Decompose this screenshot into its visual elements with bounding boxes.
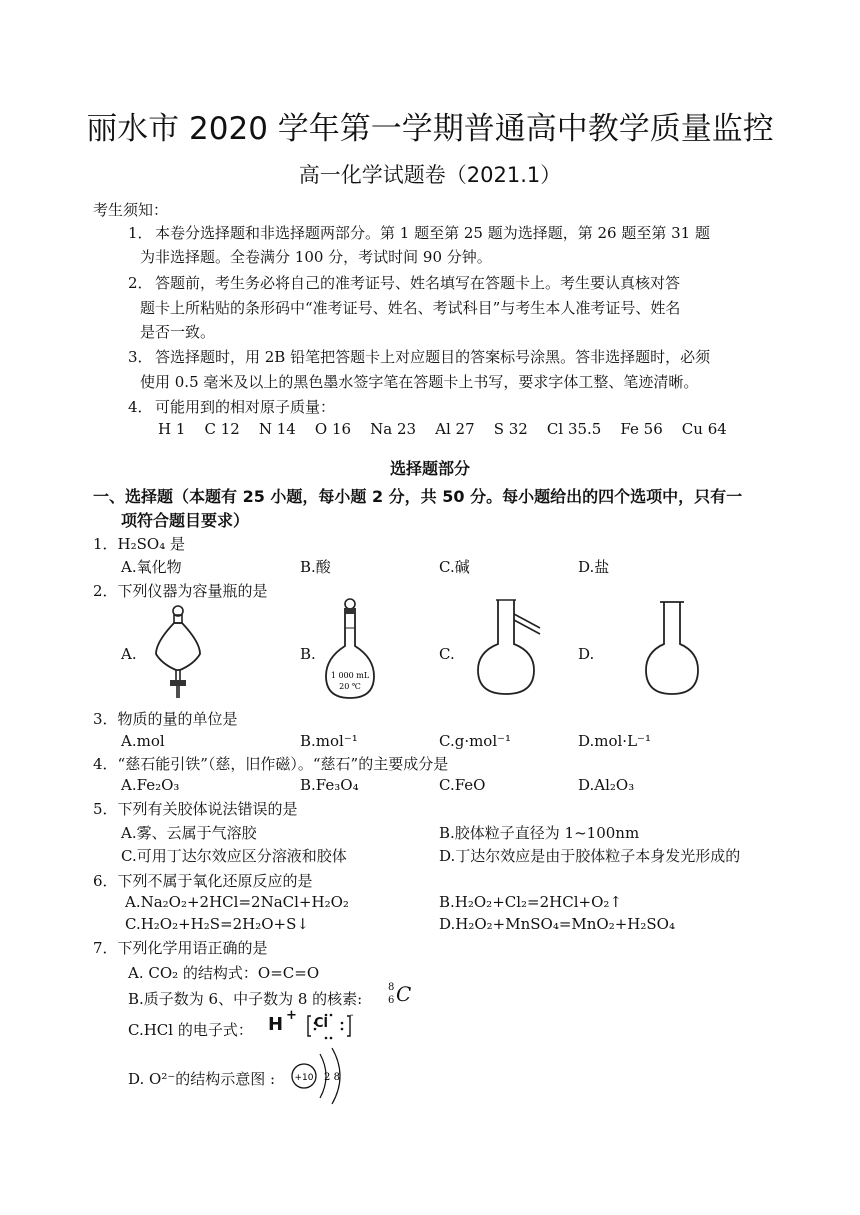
instruction-number: 1． xyxy=(128,224,153,242)
q4-option-c: C.FeO xyxy=(439,776,486,794)
instructions-heading: 考生须知： xyxy=(93,201,169,219)
q5-option-a: A.雾、云属于气溶胶 xyxy=(121,824,257,842)
question-3-stem: 3．物质的量的单位是 xyxy=(93,710,238,728)
electron-formula-plus: + xyxy=(286,1008,297,1023)
q1-option-c: C.碱 xyxy=(439,558,470,576)
q6-option-c: C.H₂O₂+H₂S=2H₂O+S↓ xyxy=(125,915,309,933)
flask-temperature-label: 20 ℃ xyxy=(339,682,361,691)
instruction-line: 答选择题时，用 2B 铅笔把答题卡上对应题目的答案标号涂黑。答非选择题时，必须 xyxy=(155,348,711,366)
part-heading: 一、选择题（本题有 25 小题，每小题 2 分，共 50 分。每小题给出的四个选项中，只有一 xyxy=(93,487,743,506)
q2-option-b: B. xyxy=(300,645,316,663)
part-heading-cont: 项符合题目要求） xyxy=(121,511,250,530)
electron-formula-h: H xyxy=(268,1014,284,1035)
q6-option-d: D.H₂O₂+MnSO₄=MnO₂+H₂SO₄ xyxy=(439,915,675,933)
instruction-line: 题卡上所粘贴的条形码中“准考证号、姓名、考试科目”与考生本人准考证号、姓名 xyxy=(140,299,681,317)
question-1-stem: 1．H₂SO₄ 是 xyxy=(93,535,185,553)
q6-option-a: A.Na₂O₂+2HCl=2NaCl+H₂O₂ xyxy=(125,893,349,911)
q7-option-c: C.HCl 的电子式： xyxy=(128,1021,253,1039)
flask-capacity-label: 1 000 mL xyxy=(330,671,370,680)
q2-option-a: A. xyxy=(121,645,137,663)
q5-option-d: D.丁达尔效应是由于胶体粒子本身发光形成的 xyxy=(439,847,741,865)
separatory-funnel-icon xyxy=(148,604,208,700)
question-2-stem: 2．下列仪器为容量瓶的是 xyxy=(93,582,268,600)
question-4-stem: 4．“慈石能引铁”（慈，旧作磁）。“慈石”的主要成分是 xyxy=(93,755,449,773)
q5-option-b: B.胶体粒子直径为 1~100nm xyxy=(439,824,640,842)
instruction-number: 2． xyxy=(128,274,153,292)
q6-option-b: B.H₂O₂+Cl₂=2HCl+O₂↑ xyxy=(439,893,622,911)
q1-option-d: D.盐 xyxy=(578,558,610,576)
q4-option-a: A.Fe₂O₃ xyxy=(121,776,180,794)
instruction-number: 3． xyxy=(128,348,153,366)
q2-option-c: C. xyxy=(439,645,455,663)
instruction-line: 答题前，考生务必将自己的准考证号、姓名填写在答题卡上。考生要认真核对答 xyxy=(155,274,681,292)
q4-option-b: B.Fe₃O₄ xyxy=(300,776,359,794)
nucleus-charge: +10 xyxy=(294,1073,314,1083)
page-subtitle: 高一化学试题卷（2021.1） xyxy=(298,163,562,187)
nuclide-atomic-number: 6 xyxy=(388,995,395,1006)
instruction-line: 本卷分选择题和非选择题两部分。第 1 题至第 25 题为选择题，第 26 题至第 31 题 xyxy=(155,224,710,242)
section-title: 选择题部分 xyxy=(389,459,470,478)
electron-formula-cl: Cl xyxy=(314,1016,328,1031)
electron-formula-minus: - xyxy=(350,1010,354,1021)
q3-option-c: C.g·mol⁻¹ xyxy=(439,732,512,750)
q1-option-a: A.氧化物 xyxy=(121,558,182,576)
q5-option-c: C.可用丁达尔效应区分溶液和胶体 xyxy=(121,847,347,865)
electron-shells: 2 8 xyxy=(324,1072,340,1083)
q3-option-d: D.mol·L⁻¹ xyxy=(578,732,651,750)
question-5-stem: 5．下列有关胶体说法错误的是 xyxy=(93,800,298,818)
instruction-line: 是否一致。 xyxy=(140,323,216,341)
q2-option-d: D. xyxy=(578,645,595,663)
q3-option-a: A.mol xyxy=(121,732,165,750)
q7-option-b: B.质子数为 6、中子数为 8 的核素: xyxy=(128,990,363,1008)
nuclide-symbol: C xyxy=(396,982,412,1006)
q1-option-b: B.酸 xyxy=(300,558,331,576)
q3-option-b: B.mol⁻¹ xyxy=(300,732,358,750)
instruction-number: 4． xyxy=(128,398,153,416)
round-bottom-flask-icon xyxy=(642,598,702,698)
page-title: 丽水市 2020 学年第一学期普通高中教学质量监控 xyxy=(86,111,774,147)
volumetric-flask-icon xyxy=(320,598,380,702)
nuclide-mass-number: 8 xyxy=(388,982,395,993)
instruction-line: 使用 0.5 毫米及以上的黑色墨水签字笔在答题卡上书写，要求字体工整、笔迹清晰。 xyxy=(140,373,699,391)
q4-option-d: D.Al₂O₃ xyxy=(578,776,635,794)
atomic-masses: H 1 C 12 N 14 O 16 Na 23 Al 27 S 32 Cl 35.5 Fe 56 Cu 64 xyxy=(158,420,727,438)
atomic-structure-icon xyxy=(284,1046,354,1106)
q7-option-d: D. O²⁻的结构示意图 : xyxy=(128,1070,276,1088)
question-7-stem: 7．下列化学用语正确的是 xyxy=(93,939,268,957)
distilling-flask-icon xyxy=(472,598,544,698)
question-6-stem: 6．下列不属于氧化还原反应的是 xyxy=(93,872,313,890)
q7-option-a: A. CO₂ 的结构式：O=C=O xyxy=(128,964,320,982)
instruction-line: 可能用到的相对原子质量： xyxy=(155,398,336,416)
instruction-line: 为非选择题。全卷满分 100 分，考试时间 90 分钟。 xyxy=(140,248,492,266)
